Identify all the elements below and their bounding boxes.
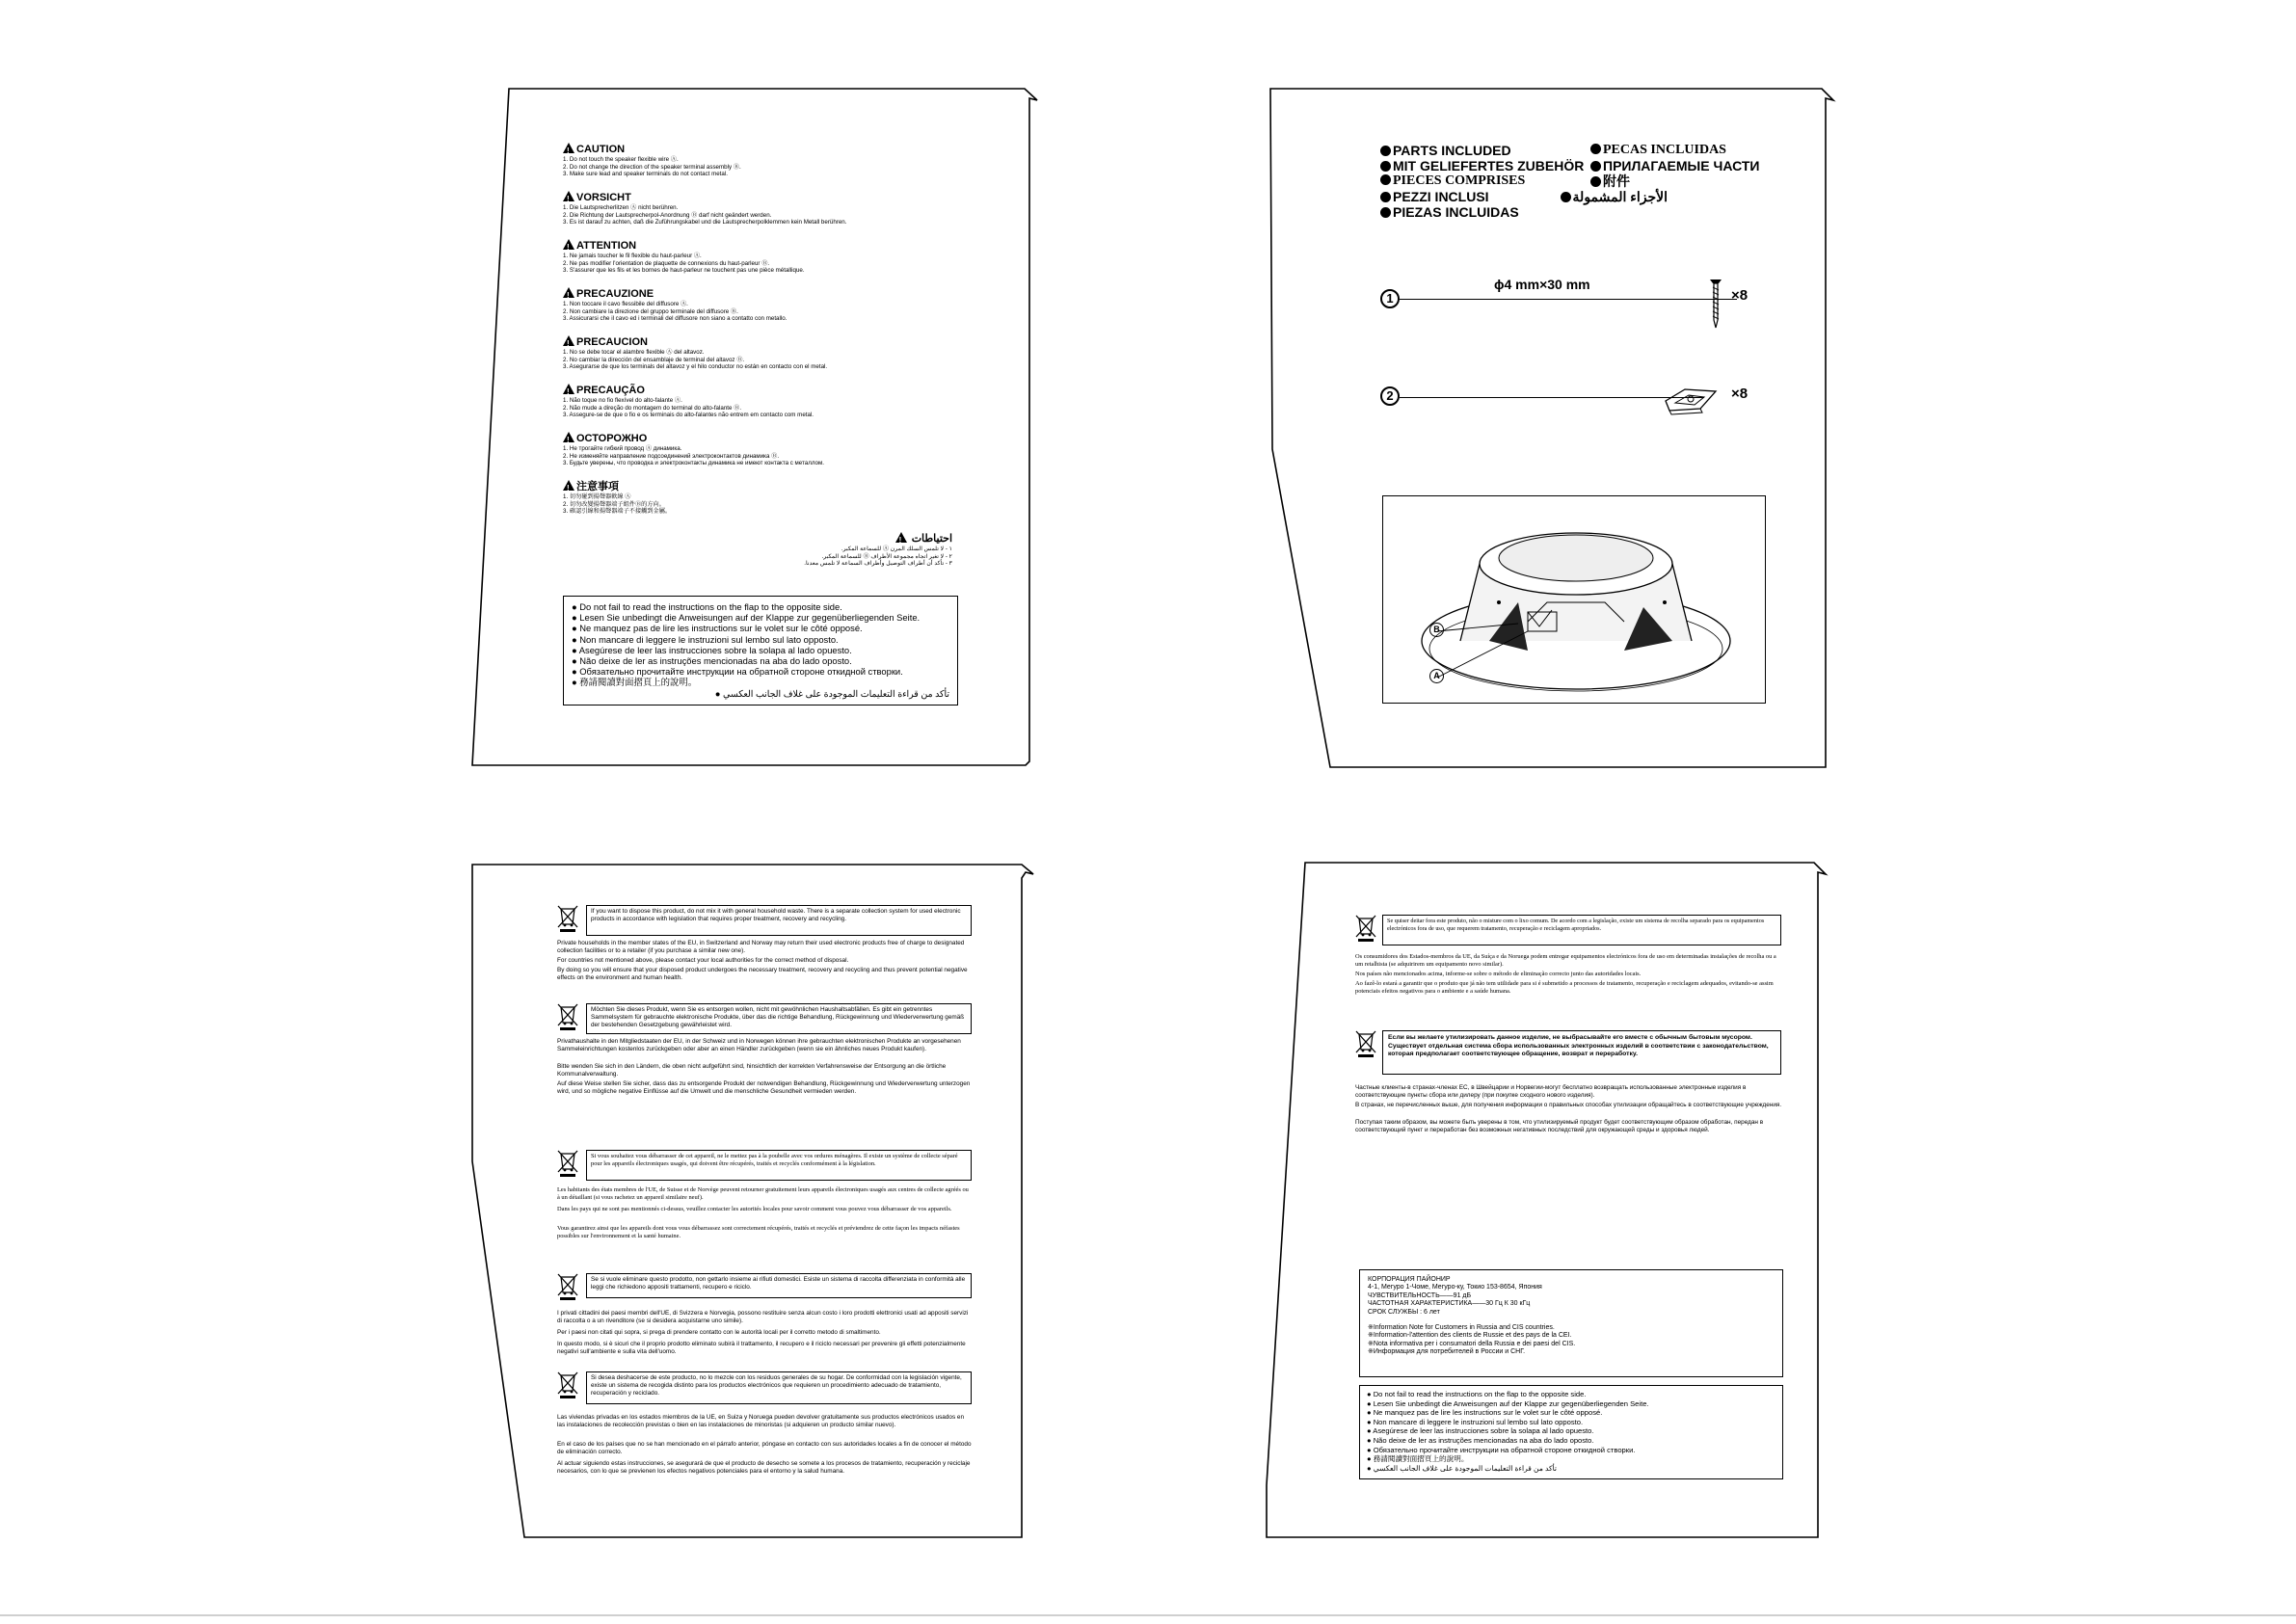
notice-line: ● Lesen Sie unbedingt die Anweisungen auf der Klappe zur gegenüberliegenden Seite. bbox=[572, 612, 921, 624]
weee-bin-icon bbox=[557, 1273, 578, 1300]
parts-label: PIEZAS INCLUIDAS bbox=[1393, 204, 1519, 220]
caution-section bbox=[563, 287, 948, 335]
warning-triangle-icon bbox=[563, 480, 574, 491]
disposal-para: Частные клиенты-в странах-членах ЕС, в Швейцарии и Норвегии-могут бесплатно возвращать использованные электронные изделия в соответствующие пункты сбора или дилеру (при покупке сходного нового изделия). bbox=[1355, 1084, 1747, 1099]
caution-line: 2. No cambiar la dirección del ensamblaje de terminal del altavoz Ⓑ. bbox=[563, 356, 745, 363]
disposal-para: Поступая таким образом, вы можете быть уверены в том, что утилизируемый продукт будет соответствующим образом обработан, передан в соответствующий пункт и переработан без возможных негативных последствий для окружающей среды и здоровья людей. bbox=[1355, 1119, 1764, 1133]
disposal-para: Nos países não mencionados acima, informe-se sobre o método de eliminação correcto junto das autoridades locais. bbox=[1355, 971, 1642, 977]
parts-list-left bbox=[1380, 143, 1584, 220]
caution-line: 1. Não toque no fio flexível do alto-falante Ⓐ. bbox=[563, 397, 682, 404]
notice-line: تأكد من قراءة التعليمات الموجودة على غلاف الجانب العكسي ● bbox=[1367, 1463, 1558, 1473]
disposal-para: Os consumidores dos Estados-membros da UE, da Suíça e da Noruega podem entregar equipamentos electrónicos fora de uso em determinadas instalações de recolha ou a um retalhista (se adquirirem um equipamento novo similar). bbox=[1355, 953, 1776, 968]
section-title: CAUTION bbox=[576, 144, 626, 155]
notice-box bbox=[563, 596, 958, 706]
screw-spec: ϕ4 mm×30 mm bbox=[1494, 277, 1590, 292]
notice-line: ● Do not fail to read the instructions on the flap to the opposite side. bbox=[572, 601, 842, 612]
notice-line: ● Asegúrese de leer las instrucciones sobre la solapa al lado opuesto. bbox=[1367, 1426, 1594, 1436]
arabic-line: ٣ - تأكد أن أطراف التوصيل وأطراف السماعة لا تلمس معدنا. bbox=[804, 560, 952, 568]
notice-line: ● Non mancare di leggere le instruzioni sul lembo sul lato opposto. bbox=[572, 633, 839, 645]
notice-line: تأكد من قراءة التعليمات الموجودة على غلاف الجانب العكسي ● bbox=[714, 687, 949, 699]
caution-section bbox=[563, 191, 948, 239]
notice-line: ● Обязательно прочитайте инструкции на обратной стороне откидной створки. bbox=[572, 666, 903, 678]
caution-section bbox=[563, 432, 948, 480]
page-3-disposal bbox=[470, 863, 1039, 1557]
warning-triangle-icon bbox=[563, 384, 574, 394]
caution-line: 3. Assicurarsi che il cavo ed i terminali del diffusore non siano a contatto con metallo. bbox=[563, 315, 788, 323]
caution-line: 3. Es ist darauf zu achten, daß die Zuführungskabel und die Lautsprecherpolklemmen kein Metall berühren. bbox=[563, 219, 847, 226]
disposal-box-text: Si vous souhaitez vous débarrasser de cet appareil, ne le mettez pas à la poubelle avec vos ordures ménagères. Il existe un système de collecte séparé pour les appareils électroniques usagés, qui doivent être récupérés, traités et recyclés conformément à la législation. bbox=[591, 1153, 958, 1167]
parts-label: PIECES COMPRISES bbox=[1393, 173, 1526, 188]
disposal-para: В странах, не перечисленных выше, для получения информации о правильных способах утилизации обращайтесь в соответствующие учреждения. bbox=[1355, 1102, 1782, 1108]
disposal-para: Les habitants des états membres de l'UE, de Suisse et de Norvège peuvent retourner gratuitement leurs appareils électroniques usagés aux centres de collecte agréés ou à un détaillant (si vous rachetez un appareil similaire neuf). bbox=[557, 1186, 969, 1201]
arabic-caution bbox=[702, 532, 952, 568]
warning-triangle-icon bbox=[895, 532, 907, 543]
parts-list-right bbox=[1572, 143, 1760, 204]
disposal-box-text: Se si vuole eliminare questo prodotto, non gettarlo insieme ai rifiuti domestici. Esiste un sistema di raccolta differenziata in conformità alle leggi che richiedono appositi trattamenti, recupero e riciclo. bbox=[591, 1276, 966, 1291]
corp-line: ※Nota informativa per i consumatori della Russia e dei paesi del CIS. bbox=[1368, 1340, 1576, 1347]
caution-line: 3. Make sure lead and speaker terminals do not contact metal. bbox=[563, 171, 728, 178]
notice-line: ● Não deixe de ler as instruções mencionadas na aba do lado oposto. bbox=[572, 655, 852, 667]
weee-bin-icon bbox=[557, 1150, 578, 1177]
bottom-edge-rule bbox=[0, 1614, 2296, 1616]
clip-quantity: ×8 bbox=[1731, 386, 1749, 402]
caution-line: 2. Não mude a direção do montagem do terminal do alto-falante Ⓑ. bbox=[563, 404, 742, 412]
caution-section bbox=[563, 335, 948, 384]
disposal-box-text: If you want to dispose this product, do not mix it with general household waste. There is a separate collection system for used electronic products in accordance with legislation that requires proper treatment, recovery and recycling. bbox=[591, 908, 961, 922]
screw-quantity: ×8 bbox=[1731, 287, 1749, 304]
parts-label: PECAS INCLUIDAS bbox=[1603, 143, 1726, 157]
caution-line: 2. Do not change the direction of the speaker terminal assembly Ⓑ. bbox=[563, 163, 741, 171]
caution-line: 2. Die Richtung der Lautsprecherpol-Anordnung Ⓑ darf nicht geändert werden. bbox=[563, 211, 772, 219]
speed-clip-icon bbox=[1662, 382, 1720, 416]
arabic-title: احتياطات bbox=[911, 533, 952, 545]
weee-bin-icon bbox=[557, 1371, 578, 1398]
arabic-line: ١ - لا تلمس السلك المرن Ⓐ للسماعة المكبر. bbox=[841, 546, 952, 552]
weee-bin-icon bbox=[1355, 1030, 1376, 1057]
disposal-para: For countries not mentioned above, please contact your local authorities for the correct method of disposal. bbox=[557, 957, 849, 964]
notice-line: ● Обязательно прочитайте инструкции на обратной стороне откидной створки. bbox=[1367, 1445, 1636, 1454]
page-2-parts bbox=[1253, 87, 1851, 773]
parts-label: 附件 bbox=[1603, 173, 1630, 189]
bullet-icon bbox=[1380, 192, 1391, 202]
caution-line: 3. S'assurer que les fils et les bornes de haut-parleur ne touchent pas une pièce métallique. bbox=[563, 267, 805, 275]
disposal-box bbox=[586, 1273, 972, 1298]
disposal-para: Privathaushalte in den Mitgliedstaaten der EU, in der Schweiz und in Norwegen können ihre gebrauchten elektronischen Produkte an vorgesehenen Sammeleinrichtungen kostenlos zurückgeben oder aber an einen Händler zurückgeben (wenn sie ein ähnliches neues Produkt kaufen). bbox=[557, 1038, 961, 1052]
disposal-para: En el caso de los países que no se han mencionado en el párrafo anterior, póngase en contacto con sus autoridades locales a fin de conocer el método de eliminación correcto. bbox=[557, 1441, 972, 1455]
callout-b: B bbox=[1429, 623, 1444, 637]
disposal-para: Per i paesi non citati qui sopra, si prega di prendere contatto con le autorità locali per il corretto metodo di smaltimento. bbox=[557, 1329, 881, 1336]
disposal-para: Private households in the member states of the EU, in Switzerland and Norway may return their used electronic products free of charge to designated collection facilities or to a retailer (if you purchase a similar new one). bbox=[557, 940, 965, 954]
corp-line: 4-1, Мегуро 1-Чоме, Мегуро-ку, Токио 153-8654, Япония bbox=[1368, 1284, 1542, 1291]
notice-line: ● Non mancare di leggere le instruzioni sul lembo sul lato opposto. bbox=[1367, 1417, 1584, 1426]
corp-line: КОРПОРАЦИЯ ПАЙОНИР bbox=[1368, 1276, 1451, 1283]
caution-line: 2. Не изменяйте направление подсоединений электроконтактов динамика Ⓑ. bbox=[563, 452, 780, 460]
disposal-box bbox=[586, 1371, 972, 1404]
bullet-icon bbox=[1380, 161, 1391, 172]
caution-section bbox=[563, 480, 948, 528]
callout-a: A bbox=[1429, 669, 1444, 683]
caution-line: 3. 確認引線和揚聲器端子不接觸到金屬。 bbox=[563, 508, 672, 516]
notice-line: ● Do not fail to read the instructions on the flap to the opposite side. bbox=[1367, 1390, 1587, 1398]
item-number-badge: 2 bbox=[1380, 386, 1400, 406]
weee-bin-icon bbox=[1355, 915, 1376, 942]
bullet-icon bbox=[1561, 192, 1571, 202]
caution-line: 2. Ne pas modifier l'orientation de plaquette de connexions du haut-parleur Ⓑ. bbox=[563, 259, 770, 267]
disposal-box-text: Si desea deshacerse de este producto, no lo mezcle con los residuos generales de su hogar. De conformidad con la legislación vigente, existe un sistema de recogida distinto para los productos electrónicos que requieren un procedimiento adecuado de tratamiento, recuperación y reciclado. bbox=[591, 1374, 962, 1397]
page-4-disposal-ru bbox=[1263, 861, 1841, 1555]
disposal-box bbox=[1382, 1030, 1781, 1075]
corp-spacer bbox=[1368, 1317, 1775, 1324]
corp-line: ※Information-l'attention des clients de Russie et des pays de la CEI. bbox=[1368, 1332, 1572, 1340]
section-title: PRECAUZIONE bbox=[576, 288, 654, 300]
notice-line: ● 務請閱讀對面摺頁上的說明。 bbox=[572, 677, 698, 688]
caution-sections bbox=[563, 143, 948, 528]
bullet-icon bbox=[1590, 144, 1601, 154]
warning-triangle-icon bbox=[563, 191, 574, 201]
screw-icon bbox=[1706, 276, 1725, 333]
corp-line: ЧАСТОТНАЯ ХАРАКТЕРИСТИКА——30 Гц К 30 кГц bbox=[1368, 1300, 1531, 1308]
disposal-box bbox=[1382, 915, 1781, 945]
corp-line: ※Information Note for Customers in Russia and CIS countries. bbox=[1368, 1324, 1555, 1332]
disposal-para: Dans les pays qui ne sont pas mentionnés ci-dessus, veuillez contacter les autorités locales pour savoir comment vous pouvez vous débarrasser de vos appareils. bbox=[557, 1206, 952, 1212]
caution-line: 2. Non cambiare la direzione del gruppo terminale del diffusore Ⓑ. bbox=[563, 307, 738, 315]
weee-bin-icon bbox=[557, 905, 578, 932]
caution-line: 3. Assegure-se de que o fio e os terminais do alto-falantes não entrem em contacto com metal. bbox=[563, 412, 814, 419]
notice-line: ● Não deixe de ler as instruções mencionadas na aba do lado oposto. bbox=[1367, 1435, 1594, 1445]
disposal-box bbox=[586, 905, 972, 936]
disposal-box-text: Möchten Sie dieses Produkt, wenn Sie es entsorgen wollen, nicht mit gewöhnlichen Haushaltsabfällen. Es gibt ein getrenntes Sammelsystem für gebrauchte elektronische Produkte, über das die richtige Behandlung, Rückgewinnung und Wiederverwertung gemäß der bestehenden Gesetzgebung gewährleistet wird. bbox=[591, 1006, 965, 1028]
notice-line: ● Ne manquez pas de lire les instructions sur le volet sur le côté opposé. bbox=[1367, 1408, 1603, 1418]
bullet-icon bbox=[1590, 176, 1601, 187]
parts-label: ПРИЛАГАЕМЫЕ ЧАСТИ bbox=[1603, 158, 1760, 173]
section-title: 注意事項 bbox=[576, 481, 619, 493]
caution-line: 1. Die Lautsprecherlitzen Ⓐ nicht berühren. bbox=[563, 204, 679, 211]
disposal-para: In questo modo, si è sicuri che il proprio prodotto eliminato subirà il trattamento, il recupero e il riciclo necessari per prevenire gli effetti potenzialmente negativi sull'ambiente e sulla vita dell'uomo. bbox=[557, 1341, 966, 1355]
caution-line: 2. 切勿改變揚聲器端子組件Ⓑ的方向。 bbox=[563, 500, 665, 508]
corporation-info-box bbox=[1359, 1269, 1783, 1377]
caution-section bbox=[563, 239, 948, 287]
disposal-box-text: Если вы желаете утилизировать данное изделие, не выбрасывайте его вместе с обычным бытовым мусором. Существует отдельная система сбора использованных электронных изделий в соответствии с законодательством, которая предполагает соответствующее обращение, возврат и переработку. bbox=[1388, 1034, 1769, 1058]
notice-box bbox=[1359, 1385, 1783, 1479]
bullet-icon bbox=[1380, 207, 1391, 218]
disposal-para: Bitte wenden Sie sich in den Ländern, die oben nicht aufgeführt sind, hinsichtlich der korrekten Verfahrensweise der Entsorgung an die örtliche Kommunalverwaltung. bbox=[557, 1063, 947, 1078]
notice-line: ● 務請閱讀對面摺頁上的說明。 bbox=[1367, 1454, 1469, 1464]
section-title: ATTENTION bbox=[576, 240, 637, 252]
caution-line: 1. Non toccare il cavo flessibile del diffusore Ⓐ. bbox=[563, 301, 688, 307]
arabic-line: ٢ - لا تغير اتجاه مجموعة الأطراف Ⓑ للسماعة المكبر. bbox=[821, 552, 952, 560]
caution-line: 1. Ne jamais toucher le fil flexible du haut-parleur Ⓐ. bbox=[563, 253, 702, 259]
clip-leader-line bbox=[1400, 397, 1704, 398]
section-title: PRECAUÇÃO bbox=[576, 385, 645, 396]
caution-section bbox=[563, 384, 948, 432]
weee-bin-icon bbox=[557, 1003, 578, 1030]
caution-line: 3. Asegurarse de que los terminals del altavoz y el hilo conductor no están en contacto con el metal. bbox=[563, 363, 828, 371]
caution-line: 1. 切勿碰到揚聲器軟線 Ⓐ bbox=[563, 493, 631, 500]
disposal-para: Las viviendas privadas en los estados miembros de la UE, en Suiza y Noruega pueden devolver gratuitamente sus productos electrónicos usados en las instalaciones de recolección previstas o bien en las instalaciones de minoristas (si adquieren un producto similar nuevo). bbox=[557, 1414, 965, 1428]
warning-triangle-icon bbox=[563, 432, 574, 442]
disposal-para: Auf diese Weise stellen Sie sicher, dass das zu entsorgende Produkt der notwendigen Behandlung, Rückgewinnung und Wiederverwertung unterzogen wird, und so mögliche negative Einflüsse auf die Umwelt und die menschliche Gesundheit vermieden werden. bbox=[557, 1080, 971, 1095]
warning-triangle-icon bbox=[563, 143, 574, 153]
section-title: ОСТОРОЖНО bbox=[576, 433, 648, 444]
disposal-para: Al actuar siguiendo estas instrucciones, se asegurará de que el producto de desecho se somete a los procesos de tratamiento, recuperación y reciclaje necesarios, con lo que se previenen los efectos negativos potenciales para el entorno y la salud humana. bbox=[557, 1460, 971, 1475]
section-title: PRECAUCION bbox=[576, 336, 648, 348]
warning-triangle-icon bbox=[563, 287, 574, 298]
disposal-box bbox=[586, 1150, 972, 1181]
disposal-para: Ao fazê-lo estará a garantir que o produto que já não tem utilidade para si é submetido a processos de tratamento, recuperação e reciclagem adequados, evitando-se assim potenciais efeitos negativos para o ambiente e a saúde humana. bbox=[1355, 980, 1774, 995]
parts-label: PEZZI INCLUSI bbox=[1393, 189, 1489, 204]
caution-line: 1. Не трогайте гибкий провод Ⓐ динамика. bbox=[563, 445, 682, 452]
caution-section bbox=[563, 143, 948, 191]
page-1-cautions bbox=[470, 87, 1039, 771]
bullet-icon bbox=[1380, 174, 1391, 185]
disposal-para: Vous garantirez ainsi que les appareils dont vous vous débarrassez sont correctement récupérés, traités et recyclés et préviendrez de cette façon les impacts néfastes possibles sur l'environnement et la santé humaine. bbox=[557, 1225, 960, 1239]
parts-label: MIT GELIEFERTES ZUBEHÖR bbox=[1393, 158, 1585, 173]
notice-line: ● Asegúrese de leer las instrucciones sobre la solapa al lado opuesto. bbox=[572, 644, 852, 655]
warning-triangle-icon bbox=[563, 239, 574, 250]
disposal-para: By doing so you will ensure that your disposed product undergoes the necessary treatment, recovery and recycling and thus prevent potential negative effects on the environment and human health. bbox=[557, 967, 968, 981]
caution-line: 1. No se debe tocar el alambre flexible Ⓐ del altavoz. bbox=[563, 349, 705, 356]
corp-line: ※Информация для потребителей в России и СНГ. bbox=[1368, 1348, 1526, 1356]
disposal-box bbox=[586, 1003, 972, 1034]
bullet-icon bbox=[1590, 161, 1601, 172]
disposal-box-text: Se quiser deitar fora este produto, não o misture com o lixo comum. De acordo com a legislação, existe um sistema de recolha separado para os equipamentos electrónicos fora de uso, que requerem tratamento, recuperação e reciclagem apropriados. bbox=[1387, 918, 1765, 932]
corp-line: СРОК СЛУЖБЫ : 6 лет bbox=[1368, 1308, 1440, 1316]
caution-line: 3. Будьте уверены, что проводка и электроконтакты динамика не имеют контакта с металлом. bbox=[563, 460, 824, 467]
notice-line: ● Lesen Sie unbedingt die Anweisungen auf der Klappe zur gegenüberliegenden Seite. bbox=[1367, 1398, 1649, 1408]
parts-label: PARTS INCLUDED bbox=[1393, 143, 1511, 158]
item-number-badge: 1 bbox=[1380, 289, 1400, 308]
corp-line: ЧУВСТВИТЕЛЬНОСТЬ——91 дБ bbox=[1368, 1291, 1472, 1299]
disposal-para: I privati cittadini dei paesi membri dell'UE, di Svizzera e Norvegia, possono restituire senza alcun costo i loro prodotti elettronici usati ad appositi servizi di raccolta o a un rivenditore (se si desidera acquistarne uno simile). bbox=[557, 1310, 969, 1324]
screw-leader-line bbox=[1400, 299, 1737, 300]
warning-triangle-icon bbox=[563, 335, 574, 346]
parts-label: الأجزاء المشمولة bbox=[1572, 189, 1668, 204]
notice-line: ● Ne manquez pas de lire les instructions sur le volet sur le côté opposé. bbox=[572, 623, 863, 634]
bullet-icon bbox=[1380, 146, 1391, 156]
caution-line: 1. Do not touch the speaker flexible wire Ⓐ. bbox=[563, 156, 679, 163]
section-title: VORSICHT bbox=[576, 192, 631, 203]
